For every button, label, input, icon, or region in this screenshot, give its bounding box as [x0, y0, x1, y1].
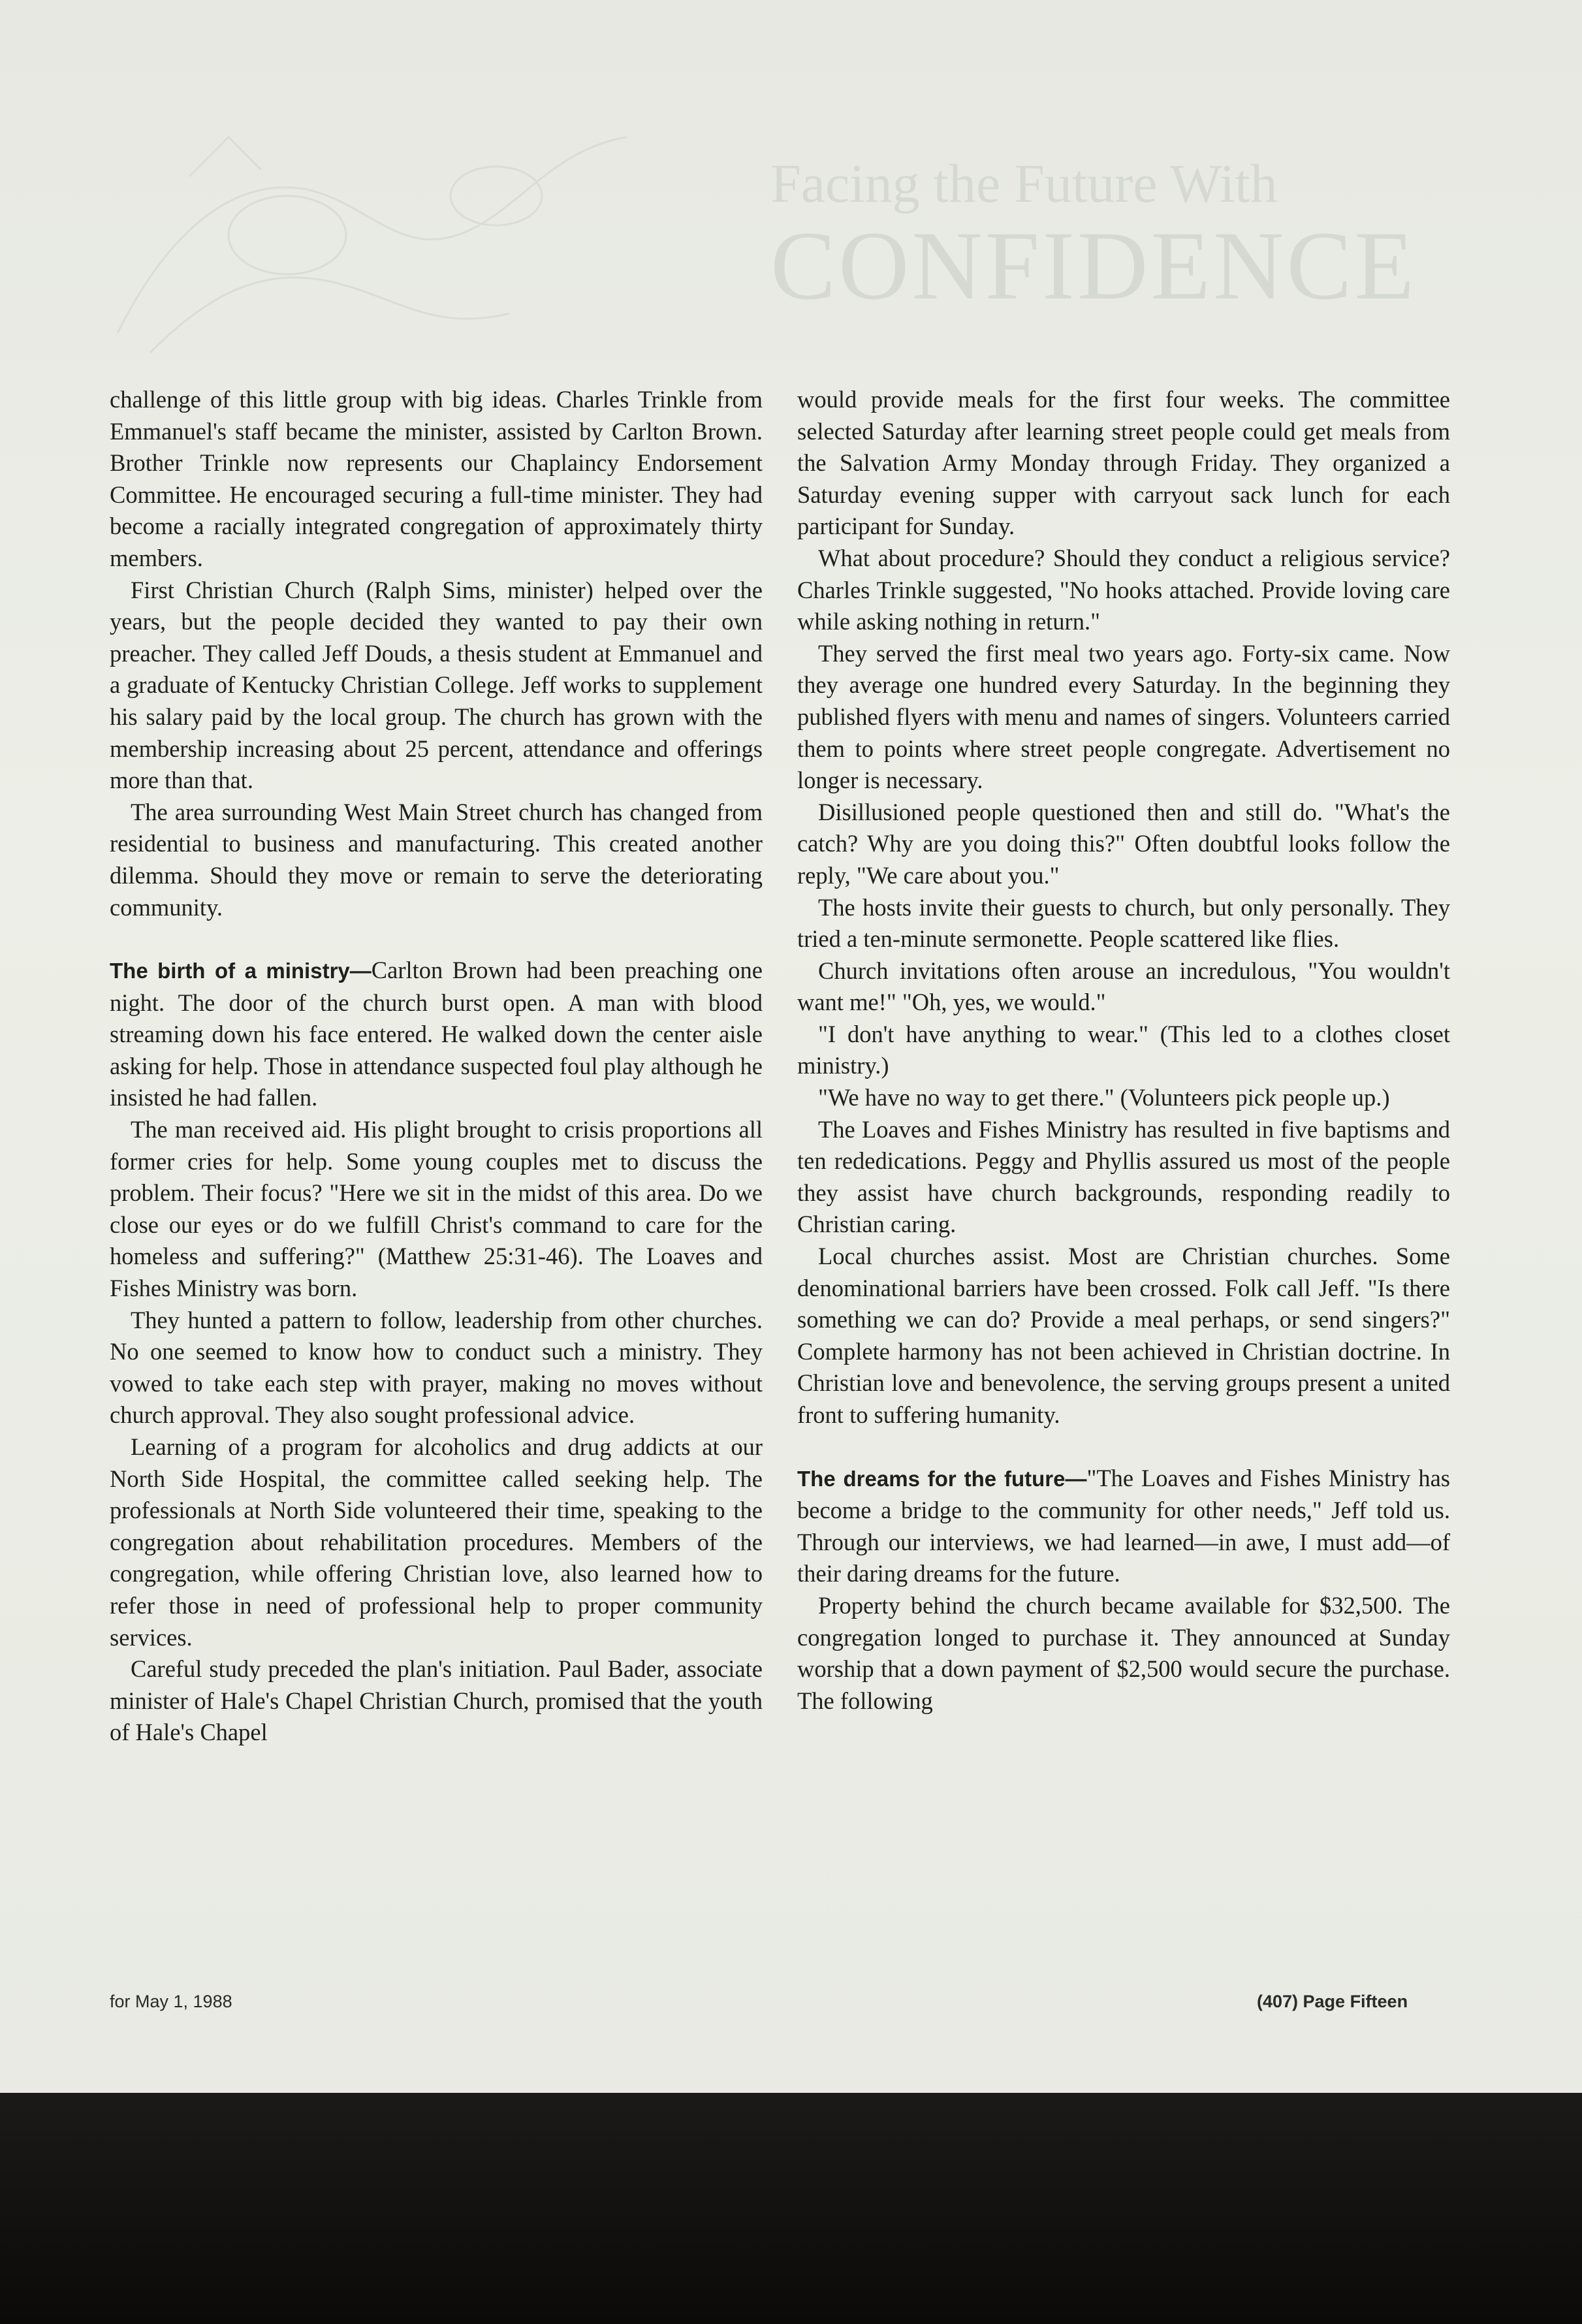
paragraph: What about procedure? Should they conduct a religious service? Charles Trinkle suggested, "No hooks attached. Provide loving care while asking nothing in return."	[797, 544, 1450, 635]
section-paragraph	[110, 955, 763, 1114]
paragraph: Careful study preceded the plan's initiation. Paul Bader, associate minister of Hale's Chapel Christian Church, promised that the youth of Hale's Chapel	[110, 1655, 763, 1746]
paragraph: Learning of a program for alcoholics and drug addicts at our North Side Hospital, the committee called seeking help. The professionals at North Side volunteered their time, speaking to the congregation about rehabilitation procedures. Members of the congregation, while offering Christian love, also learned how to refer those in need of professional help to proper community services.	[110, 1433, 763, 1651]
right-column	[797, 384, 1450, 1717]
paragraph: The area surrounding West Main Street church has changed from residential to business and manufacturing. This created another dilemma. Should they move or remain to serve the deteriorating community.	[110, 798, 763, 921]
section-heading: The dreams for the future—	[797, 1466, 1087, 1491]
bleed-title-line2: CONFIDENCE	[770, 212, 1417, 320]
paragraph: challenge of this little group with big ideas. Charles Trinkle from Emmanuel's staff became the minister, assisted by Carlton Brown. Brother Trinkle now represents our Chaplaincy Endorsement Committee. He encouraged securing a full-time minister. They had become a racially integrated congregation of approximately thirty members.	[110, 386, 763, 571]
scan-background	[0, 2093, 1582, 2324]
paragraph-text: "The Loaves and Fishes Ministry has become a bridge to the community for other needs," Jeff told us. Through our interviews, we had learned—in awe, I must add—of their daring dreams for the future.	[797, 1464, 1450, 1587]
paragraph: would provide meals for the first four weeks. The committee selected Saturday after learning street people could get meals from the Salvation Army Monday through Friday. They organized a Saturday evening supper with carryout sack lunch for each participant for Sunday.	[797, 386, 1450, 540]
section-heading: The birth of a ministry—	[110, 959, 372, 983]
paragraph: Church invitations often arouse an incredulous, "You wouldn't want me!" "Oh, yes, we would."	[797, 957, 1450, 1016]
paragraph: They served the first meal two years ago. Forty-six came. Now they average one hundred every Saturday. In the beginning they published flyers with menu and names of singers. Volunteers carried them to points where street people congregate. Advertisement no longer is necessary.	[797, 639, 1450, 794]
paragraph: The Loaves and Fishes Ministry has resulted in five baptisms and ten rededications. Peggy and Phyllis assured us most of the people they assist have church backgrounds, responding readily to Christian caring.	[797, 1115, 1450, 1238]
paragraph: Property behind the church became available for $32,500. The congregation longed to purchase it. They announced at Sunday worship that a down payment of $2,500 would secure the purchase. The following	[797, 1591, 1450, 1714]
left-column	[110, 384, 763, 1749]
paragraph: They hunted a pattern to follow, leadership from other churches. No one seemed to know how to conduct such a ministry. They vowed to take each step with prayer, making no moves without church approval. They also sought professional advice.	[110, 1306, 763, 1429]
bleed-title-line1: Facing the Future With	[770, 153, 1278, 214]
paragraph: "We have no way to get there." (Volunteers pick people up.)	[818, 1084, 1390, 1111]
paragraph: The hosts invite their guests to church, but only personally. They tried a ten-minute sermonette. People scattered like flies.	[797, 893, 1450, 953]
paragraph: The man received aid. His plight brought to crisis proportions all former cries for help. Some young couples met to discuss the problem. Their focus? "Here we sit in the midst of this area. Do we close our eyes or do we fulfill Christ's command to care for the homeless and suffering?" (Matthew 25:31-46). The Loaves and Fishes Ministry was born.	[110, 1116, 763, 1302]
paragraph: First Christian Church (Ralph Sims, minister) helped over the years, but the people decided they wanted to pay their own preacher. They called Jeff Douds, a thesis student at Emmanuel and a graduate of Kentucky Christian College. Jeff works to supplement his salary paid by the local group. The church has grown with the membership increasing about 25 percent, attendance and offerings more than that.	[110, 576, 763, 794]
section-paragraph	[797, 1463, 1450, 1590]
issue-date: for May 1, 1988	[110, 1992, 232, 2011]
bleed-through-title	[770, 153, 1417, 320]
paragraph-text: Carlton Brown had been preaching one night. The door of the church burst open. A man with blood streaming down his face entered. He walked down the center aisle asking for help. Those in attendance suspected foul play although he insisted he had fallen.	[110, 957, 763, 1111]
paragraph: Disillusioned people questioned then and still do. "What's the catch? Why are you doing this?" Often doubtful looks follow the reply, "We care about you."	[797, 798, 1450, 889]
bleed-through-illustration	[91, 98, 679, 372]
paragraph: Local churches assist. Most are Christian churches. Some denominational barriers have been crossed. Folk call Jeff. "Is there something we can do? Provide a meal perhaps, or send singers?" Complete harmony has not been achieved in Christian doctrine. In Christian love and benevolence, the serving groups present a united front to suffering humanity.	[797, 1243, 1450, 1428]
page-number: (407) Page Fifteen	[1257, 1992, 1408, 2011]
paragraph: "I don't have anything to wear." (This led to a clothes closet ministry.)	[797, 1020, 1450, 1079]
